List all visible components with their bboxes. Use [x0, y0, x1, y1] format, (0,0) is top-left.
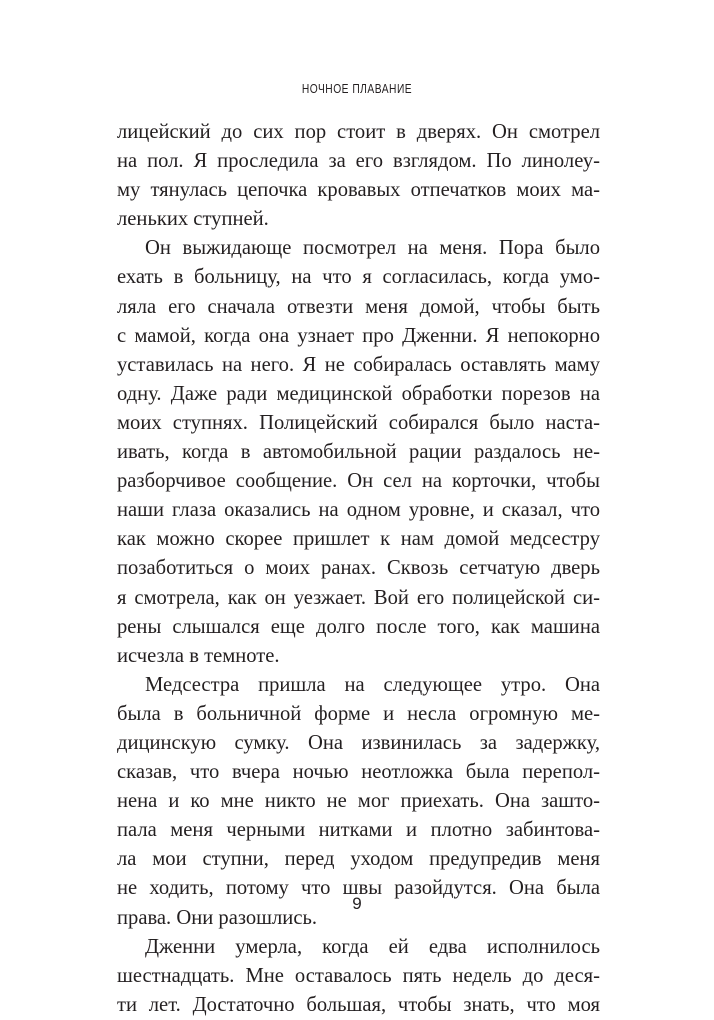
page-number: 9	[352, 894, 362, 913]
text-line: сказав, что вчера ночью неотложка была перепол-	[117, 761, 600, 784]
running-head: НОЧНОЕ ПЛАВАНИЕ	[301, 82, 413, 96]
text-line: леньких ступней.	[117, 208, 269, 231]
text-line: нена и ко мне никто не мог приехать. Она зашто-	[117, 790, 600, 813]
text-line: моих ступнях. Полицейский собирался было наста-	[117, 411, 600, 434]
text-line: была в больничной форме и несла огромную ме-	[117, 702, 600, 725]
text-line: пала меня черными нитками и плотно забинтова-	[117, 819, 600, 842]
text-line: позаботиться о моих ранах. Сквозь сетчатую дверь	[117, 557, 600, 580]
text-line: ехать в больницу, на что я согласилась, когда умо-	[117, 266, 600, 289]
text-line: дицинскую сумку. Она извинилась за задержку,	[117, 731, 600, 754]
body-text	[117, 118, 600, 1020]
text-line: ивать, когда в автомобильной рации раздалось не-	[117, 441, 600, 464]
text-line: Дженни умерла, когда ей едва исполнилось	[145, 935, 600, 958]
text-line: рены слышался еще долго после того, как машина	[117, 615, 600, 638]
text-line: Он выжидающе посмотрел на меня. Пора было	[145, 237, 600, 260]
text-line: ла мои ступни, перед уходом предупредив меня	[117, 848, 600, 871]
text-line: ти лет. Достаточно большая, чтобы знать, что моя	[117, 993, 600, 1016]
text-line: наши глаза оказались на одном уровне, и сказал, что	[117, 499, 600, 522]
text-line: лицейский до сих пор стоит в дверях. Он смотрел	[117, 121, 600, 143]
text-line: му тянулась цепочка кровавых отпечатков моих ма-	[117, 179, 600, 202]
text-line: как можно скорее пришлет к нам домой медсестру	[117, 528, 600, 551]
text-line: на пол. Я проследила за его взглядом. По линолеу-	[117, 150, 600, 173]
text-line: Медсестра пришла на следующее утро. Она	[145, 673, 600, 696]
text-line: шестнадцать. Мне оставалось пять недель до деся-	[117, 964, 600, 987]
text-line: я смотрела, как он уезжает. Вой его полицейской си-	[117, 586, 600, 609]
text-line: права. Они разошлись.	[117, 906, 317, 929]
text-line: уставилась на него. Я не собиралась оставлять маму	[117, 353, 600, 376]
text-line: не ходить, потому что швы разойдутся. Она была	[117, 877, 600, 900]
text-line: разборчивое сообщение. Он сел на корточки, чтобы	[117, 470, 600, 493]
text-line: одну. Даже ради медицинской обработки порезов на	[117, 382, 600, 405]
text-line: ляла его сначала отвезти меня домой, чтобы быть	[117, 295, 600, 318]
text-line: с мамой, когда она узнает про Дженни. Я непокорно	[117, 324, 600, 347]
text-line: исчезла в темноте.	[117, 644, 280, 667]
